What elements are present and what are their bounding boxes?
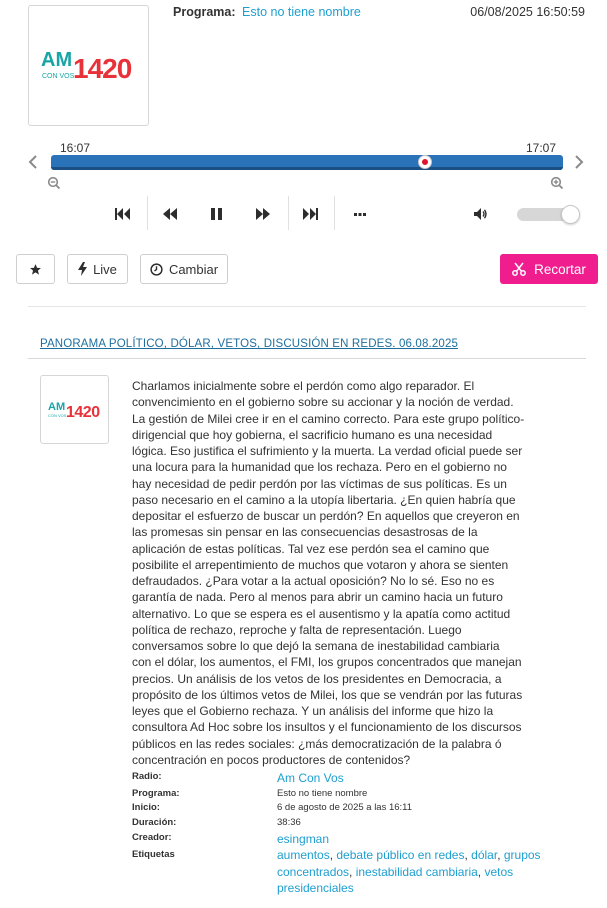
zoom-out-icon[interactable]: [47, 176, 61, 190]
am-con-vos-logo: [39, 46, 139, 86]
favorite-button[interactable]: [16, 254, 55, 284]
cut-button[interactable]: [500, 254, 598, 284]
svg-text:AM: AM: [41, 49, 73, 71]
station-logo: [28, 5, 149, 126]
tag-link[interactable]: dólar: [471, 848, 498, 862]
svg-text:AM: AM: [48, 401, 66, 413]
fast-forward-icon: [256, 208, 270, 220]
fast-forward-button[interactable]: [250, 202, 276, 226]
cut-button-label: Recortar: [534, 261, 586, 277]
tag-link[interactable]: inestabilidad cambiaria: [355, 864, 478, 879]
skip-back-icon: [115, 208, 131, 220]
live-button[interactable]: [67, 254, 128, 284]
program-label: Programa:: [173, 5, 236, 19]
rewind-icon: [163, 208, 177, 220]
tag-link[interactable]: grupos concentrados: [277, 848, 541, 879]
skip-back-button[interactable]: [110, 202, 136, 226]
pause-icon: [211, 208, 222, 220]
lightning-icon: [78, 262, 87, 276]
tag-link[interactable]: aumentos: [277, 848, 330, 862]
scissors-icon: [512, 262, 526, 276]
zoom-in-icon[interactable]: [550, 176, 564, 190]
timeline-playhead[interactable]: [418, 155, 432, 169]
meta-duration-value: 38:36: [277, 817, 301, 828]
am-con-vos-logo-small: [47, 399, 103, 421]
meta-duration-label: Duración:: [132, 817, 177, 828]
meta-start-value: 6 de agosto de 2025 a las 16:11: [277, 802, 413, 813]
program-line: [173, 5, 361, 19]
tag-separator: ,: [464, 848, 472, 862]
current-datetime: 06/08/2025 16:50:59: [470, 5, 585, 19]
segment-thumbnail: [40, 375, 109, 444]
svg-text:1420: 1420: [66, 404, 100, 421]
segment-title-link[interactable]: PANORAMA POLÍTICO, DÓLAR, VETOS, DISCUSIÓN EN REDES. 06.08.2025: [40, 338, 459, 350]
more-options-button[interactable]: [347, 202, 373, 226]
volume-button[interactable]: [468, 202, 494, 226]
tag-separator: ,: [477, 864, 485, 879]
more-icon: [354, 212, 366, 216]
meta-radio-link[interactable]: Am Con Vos: [277, 771, 344, 785]
controls-divider: [288, 196, 289, 230]
program-link[interactable]: Esto no tiene nombre: [242, 5, 361, 19]
controls-divider: [334, 196, 335, 230]
clock-icon: [150, 263, 163, 276]
change-button-label: Cambiar: [168, 261, 219, 277]
meta-tags-label: Etiquetas: [132, 849, 175, 860]
star-icon: [29, 263, 42, 276]
tag-separator: ,: [329, 848, 337, 862]
timeline-track-shadow: [51, 167, 563, 170]
divider: [28, 358, 586, 359]
tag-separator: ,: [349, 864, 356, 879]
tag-separator: ,: [497, 848, 504, 862]
svg-text:1420: 1420: [73, 53, 132, 84]
pause-button[interactable]: [203, 202, 229, 226]
meta-creator-label: Creador:: [132, 832, 172, 843]
meta-start-label: Inicio:: [132, 802, 160, 813]
meta-radio-label: Radio:: [132, 771, 162, 782]
meta-program-label: Programa:: [132, 788, 180, 799]
chevron-left-icon[interactable]: [26, 153, 40, 171]
controls-divider: [147, 196, 148, 230]
change-button[interactable]: [140, 254, 228, 284]
skip-forward-button[interactable]: [297, 202, 323, 226]
volume-icon: [474, 208, 488, 220]
tag-link[interactable]: debate público en redes: [336, 848, 465, 862]
timeline-end-time: 17:07: [526, 141, 557, 155]
volume-slider-handle[interactable]: [561, 205, 580, 224]
chevron-right-icon[interactable]: [572, 153, 586, 171]
tag-link[interactable]: vetos presidenciales: [277, 864, 514, 895]
tag-list: [277, 847, 577, 897]
timeline-start-time: 16:07: [60, 141, 91, 155]
live-button-label: Live: [93, 261, 117, 277]
divider: [28, 306, 586, 307]
rewind-button[interactable]: [157, 202, 183, 226]
meta-program-value: Esto no tiene nombre: [277, 788, 368, 799]
meta-creator-link[interactable]: esingman: [277, 832, 330, 846]
svg-text:CON VOS: CON VOS: [48, 413, 67, 418]
svg-text:CON VOS: CON VOS: [42, 73, 75, 80]
skip-forward-icon: [302, 208, 318, 220]
segment-description: Charlamos inicialmente sobre el perdón como algo reparador. El convencimiento en el gobierno sobre su accionar y la noción de verdad. La gestión de Milei cree ir en el camino correcto. Para este grupo político- dirigencial que hoy gobierna, el sacrificio humano es una necesidad lógica. Eso justifica el sufrimiento y la muerta. La verdad oficial puede ser una locura para la humanidad que los rechaza. Pero en el gobierno no hay necesidad de pedir perdón por las víctimas de sus políticas. Es un paso necesario en el camino a la utopía libertaria. ¿En quien habría que depositar el esfuerzo de buscar un perdón? En aquellos que creyeron en las promesas sin pensar en las consecuencias desastrosas de la aplicación de estas políticas. Tal vez ese perdón sea el camino que posibilite el arrepentimiento de muchos que votaron y ahora se sienten defraudados. ¿Para votar a la actual oposición? No lo sé. Eso no es garantía de nada. Pero al menos para abrir un camino hacia un futuro alternativo. Lo que se espera es el ausentismo y la apatía como actitud política de rechazo, reproche y falta de representación. Luego conversamos sobre lo que dejó la semana de inestabilidad cambiaria con el dólar, los aumentos, el FMI, los grupos concentrados que manejan precios. Un análisis de los vetos de los presidentes en Democracia, a propósito de los últimos vetos de Milei, los que se vendrán por las futuras leyes que el Gobierno rechaza. Y un análisis del informe que hizo la consultora Ad Hoc sobre los insultos y el funcionamiento de los discursos públicos en las redes sociales: ¿más democratización de la palabra ó concentración en pocos productores de contenidos?: [132, 379, 525, 767]
